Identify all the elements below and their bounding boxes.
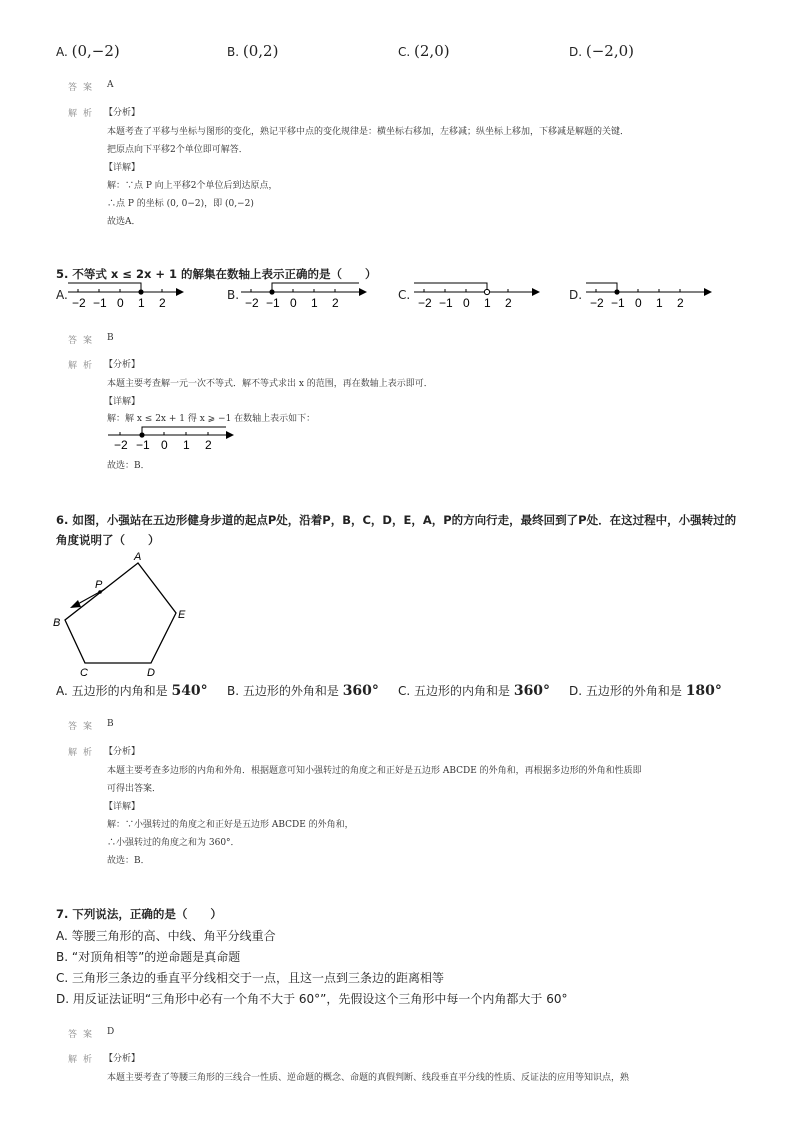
tick-label: −1: [611, 296, 625, 310]
tick-label: −2: [590, 296, 604, 310]
analysis-line: 解：∵小强转过的角度之和正好是五边形 ABCDE 的外角和，: [107, 820, 354, 830]
option-value: (−2,0): [585, 42, 635, 60]
answer-value: B: [107, 719, 114, 729]
question-5-stem: 5. 不等式 x ≤ 2x + 1 的解集在数轴上表示正确的是（ ）: [56, 267, 377, 281]
q6-option-b: [227, 682, 379, 699]
analysis-label: 解析: [68, 748, 99, 758]
tick-label: 0: [463, 296, 470, 310]
analysis-line: 【分析】: [104, 1054, 141, 1064]
analysis-line: 【分析】: [104, 108, 141, 118]
tick-label: −1: [93, 296, 107, 310]
tick-label: 2: [205, 438, 212, 452]
q4-option-a: [56, 42, 120, 60]
q5-option-a-number-line: [64, 280, 184, 310]
tick-label: −2: [245, 296, 259, 310]
analysis-line: 故选A．: [107, 217, 141, 227]
tick-label: 2: [332, 296, 339, 310]
analysis-line: 故选：B．: [107, 856, 150, 866]
answer-label: 答案: [68, 1030, 99, 1040]
q7-option-b: B. “对顶角相等”的逆命题是真命题: [56, 950, 241, 964]
analysis-label: 解析: [68, 1055, 99, 1065]
option-text: C. 五边形的内角和是: [398, 684, 514, 698]
vertex-label: P: [95, 579, 103, 591]
q6-option-a: [56, 682, 208, 699]
q5-option-c-letter: C.: [398, 288, 411, 302]
tick-label: −1: [136, 438, 150, 452]
answer-value: D: [107, 1027, 115, 1037]
tick-label: −1: [439, 296, 453, 310]
tick-label: 2: [505, 296, 512, 310]
analysis-line: 故选：B．: [107, 461, 150, 471]
analysis-line: 【详解】: [104, 397, 141, 407]
option-letter: A.: [56, 45, 68, 59]
answer-label: 答案: [68, 336, 99, 346]
q4-option-b: [227, 42, 278, 60]
q5-option-c-number-line: [410, 280, 540, 310]
analysis-line: 本题主要考查多边形的内角和外角．根据题意可知小强转过的角度之和正好是五边形 ABCDE 的外角和，再根据多边形的外角和性质即: [107, 766, 642, 776]
analysis-line: ∴点 P 的坐标 (0, 0−2)，即 (0,−2): [107, 199, 254, 209]
q5-option-d-letter: D.: [569, 288, 583, 302]
tick-label: −2: [72, 296, 86, 310]
pentagon-figure: [50, 545, 200, 680]
vertex-label: B: [53, 617, 61, 629]
analysis-line: 把原点向下平移2个单位即可解答．: [107, 145, 248, 155]
answer-label: 答案: [68, 83, 99, 93]
analysis-line: 解：∵点 P 向上平移2个单位后到达原点，: [107, 181, 278, 191]
tick-label: 0: [117, 296, 124, 310]
vertex-label: A: [134, 551, 142, 563]
option-letter: C.: [398, 45, 411, 59]
option-text: A. 五边形的内角和是: [56, 684, 172, 698]
answer-value: A: [107, 80, 114, 90]
q7-option-d: D. 用反证法证明“三角形中必有一个角不大于 60°”，先假设这个三角形中每一个内角都大于 60°: [56, 992, 568, 1006]
tick-label: −1: [266, 296, 280, 310]
analysis-line: 本题主要考查解一元一次不等式．解不等式求出 x 的范围，再在数轴上表示即可．: [107, 379, 433, 389]
analysis-line: ∴小强转过的角度之和为 360°．: [107, 838, 240, 848]
tick-label: 0: [161, 438, 168, 452]
option-text: B. 五边形的外角和是: [227, 684, 343, 698]
analysis-label: 解析: [68, 109, 99, 119]
option-letter: B.: [227, 45, 240, 59]
option-value: 360°: [342, 683, 379, 699]
tick-label: 1: [183, 438, 190, 452]
analysis-label: 解析: [68, 361, 99, 371]
answer-value: B: [107, 333, 114, 343]
tick-label: 0: [635, 296, 642, 310]
analysis-line: 【分析】: [104, 747, 141, 757]
option-letter: D.: [569, 45, 583, 59]
tick-label: 1: [484, 296, 491, 310]
vertex-label: E: [178, 609, 186, 621]
tick-label: 0: [290, 296, 297, 310]
tick-label: −2: [418, 296, 432, 310]
tick-label: 2: [159, 296, 166, 310]
option-text: D. 五边形的外角和是: [569, 684, 686, 698]
tick-label: 1: [311, 296, 318, 310]
q5-option-b-letter: B.: [227, 288, 240, 302]
q7-option-a: A. 等腰三角形的高、中线、角平分线重合: [56, 929, 276, 943]
analysis-line: 解：解 x ≤ 2x + 1 得 x ⩾ −1 在数轴上表示如下：: [107, 414, 316, 424]
q6-option-c: [398, 682, 550, 699]
analysis-line: 【分析】: [104, 360, 141, 370]
q5-option-b-number-line: [237, 280, 367, 310]
analysis-line: 【详解】: [104, 163, 141, 173]
answer-label: 答案: [68, 722, 99, 732]
tick-label: −2: [114, 438, 128, 452]
q5-option-a-letter: A.: [56, 288, 68, 302]
q4-option-d: [569, 42, 634, 60]
q7-option-c: C. 三角形三条边的垂直平分线相交于一点，且这一点到三条边的距离相等: [56, 971, 445, 985]
analysis-line: 本题考查了平移与坐标与图形的变化，熟记平移中点的变化规律是：横坐标右移加，左移减；纵坐标上移加，下移减是解题的关键．: [107, 127, 630, 137]
option-value: 540°: [171, 683, 208, 699]
question-7-stem: 7. 下列说法，正确的是（ ）: [56, 907, 222, 921]
option-value: (2,0): [414, 42, 450, 60]
q5-option-d-number-line: [582, 280, 712, 310]
analysis-line: 【详解】: [104, 802, 141, 812]
analysis-line: 本题主要考查了等腰三角形的三线合一性质、逆命题的概念、命题的真假判断、线段垂直平分线的性质、反证法的应用等知识点，熟: [107, 1073, 630, 1083]
vertex-label: D: [147, 667, 155, 679]
q5-solution-number-line: [104, 425, 239, 455]
option-value: 360°: [513, 683, 551, 699]
q6-option-d: [569, 682, 722, 699]
analysis-line: 可得出答案．: [107, 784, 162, 794]
option-value: (0,−2): [71, 42, 120, 60]
option-value: (0,2): [242, 42, 279, 60]
vertex-label: C: [80, 667, 88, 679]
tick-label: 1: [138, 296, 145, 310]
tick-label: 2: [677, 296, 684, 310]
tick-label: 1: [656, 296, 663, 310]
question-6-stem: 6. 如图，小强站在五边形健身步道的起点P处，沿着P，B，C，D，E，A，P的方向行走，最终回到了P处．在这过程中，小强转过的: [56, 513, 737, 527]
q4-option-c: [398, 42, 450, 60]
question-6-stem-cont: 角度说明了（ ）: [56, 533, 160, 547]
option-value: 180°: [685, 683, 722, 699]
